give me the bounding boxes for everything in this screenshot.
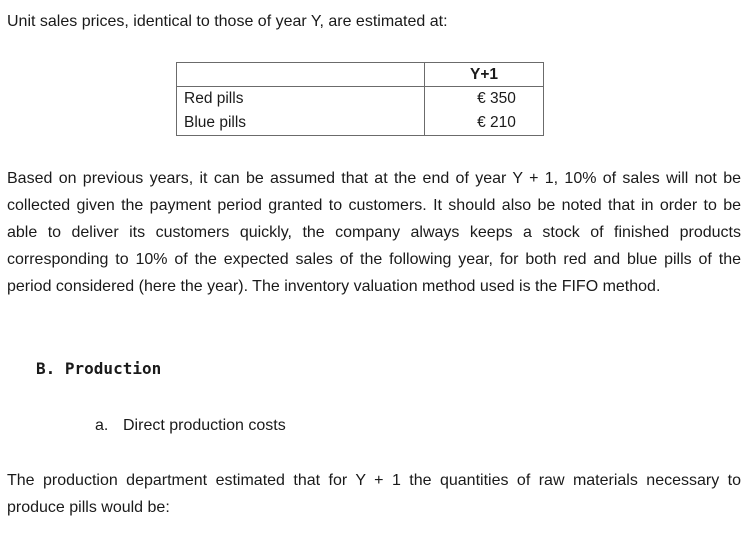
product-labels — [177, 87, 425, 136]
table-header-empty — [177, 63, 425, 87]
table-row — [177, 87, 544, 136]
table-header-year: Y+1 — [425, 63, 544, 87]
sub-item-label: Direct production costs — [123, 417, 286, 434]
product-label-blue: Blue pills — [184, 114, 247, 131]
unit-price-table — [176, 62, 544, 136]
list-marker: a. — [95, 417, 109, 434]
price-value-blue: € 210 — [477, 114, 516, 131]
paragraph-raw-materials: The production department estimated that for Y + 1 the quantities of raw materials necessary to produce pills would be: — [7, 472, 741, 516]
paragraph-collection-and-stock: Based on previous years, it can be assumed that at the end of year Y + 1, 10% of sales will not be collected given the payment period granted to customers. It should also be noted that in order to be able to deliver its customers quickly, the company always keeps a stock of finished products corresponding to 10% of the expected sales of the following year, for both red and blue pills of the period considered (here the year). The inventory valuation method used is the FIFO method. — [7, 170, 741, 295]
table-header-row — [177, 63, 544, 87]
intro-text: Unit sales prices, identical to those of year Y, are estimated at: — [7, 13, 448, 30]
section-heading-production: B. Production — [36, 359, 162, 378]
product-prices — [425, 87, 544, 136]
product-label-red: Red pills — [184, 90, 244, 107]
price-value-red: € 350 — [477, 90, 516, 107]
sub-item-direct-costs — [95, 414, 286, 438]
